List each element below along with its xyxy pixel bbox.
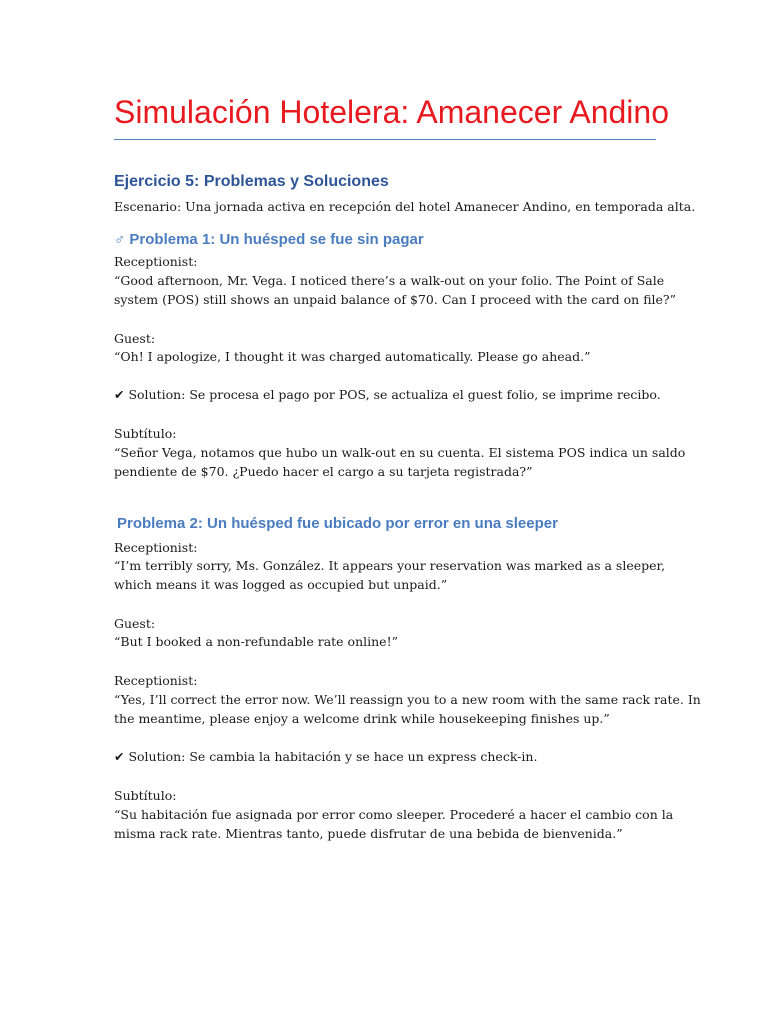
problem2-receptionist2-label: Receptionist: <box>114 673 198 688</box>
problem2-receptionist2-line: the meantime, please enjoy a welcome drink while housekeeping finishes up.” <box>114 711 610 726</box>
problem1-receptionist-line: “Good afternoon, Mr. Vega. I noticed there’s a walk-out on your folio. The Point of Sale <box>114 273 665 288</box>
male-sign-icon: ♂ <box>114 231 126 248</box>
title-divider <box>114 139 656 140</box>
problem1-heading-row <box>114 231 424 248</box>
problem2-guest-label: Guest: <box>114 616 156 631</box>
problem2-receptionist-line: “I’m terribly sorry, Ms. González. It appears your reservation was marked as a sleeper, <box>114 558 666 573</box>
problem1-guest-label: Guest: <box>114 331 156 346</box>
problem2-subtitle-line: misma rack rate. Mientras tanto, puede disfrutar de una bebida de bienvenida.” <box>114 826 623 841</box>
problem1-subtitle-line: “Señor Vega, notamos que hubo un walk-out en su cuenta. El sistema POS indica un saldo <box>114 445 686 460</box>
problem1-receptionist-label: Receptionist: <box>114 254 198 269</box>
problem1-receptionist-line: system (POS) still shows an unpaid balance of $70. Can I proceed with the card on file?” <box>114 292 677 307</box>
problem1-solution: ✔ Solution: Se procesa el pago por POS, se actualiza el guest folio, se imprime recibo. <box>114 387 661 402</box>
problem2-solution: ✔ Solution: Se cambia la habitación y se hace un express check-in. <box>114 749 538 764</box>
document-title: Simulación Hotelera: Amanecer Andino <box>114 94 669 130</box>
problem2-heading: Problema 2: Un huésped fue ubicado por error en una sleeper <box>117 515 558 532</box>
problem2-guest-line: “But I booked a non-refundable rate online!” <box>114 634 398 649</box>
problem2-receptionist2-line: “Yes, I’ll correct the error now. We’ll reassign you to a new room with the same rack rate. In <box>114 692 701 707</box>
problem1-subtitle-label: Subtítulo: <box>114 426 177 441</box>
problem2-subtitle-line: “Su habitación fue asignada por error como sleeper. Procederé a hacer el cambio con la <box>114 807 674 822</box>
problem2-subtitle-label: Subtítulo: <box>114 788 177 803</box>
exercise-heading: Ejercicio 5: Problemas y Soluciones <box>114 173 389 190</box>
scenario-text: Escenario: Una jornada activa en recepción del hotel Amanecer Andino, en temporada alta. <box>114 199 696 214</box>
problem2-receptionist-label: Receptionist: <box>114 540 198 555</box>
problem2-receptionist-line: which means it was logged as occupied but unpaid.” <box>114 577 448 592</box>
problem1-heading: Problema 1: Un huésped se fue sin pagar <box>129 231 424 248</box>
problem1-subtitle-line: pendiente de $70. ¿Puedo hacer el cargo a su tarjeta registrada?” <box>114 464 533 479</box>
problem1-guest-line: “Oh! I apologize, I thought it was charged automatically. Please go ahead.” <box>114 349 591 364</box>
